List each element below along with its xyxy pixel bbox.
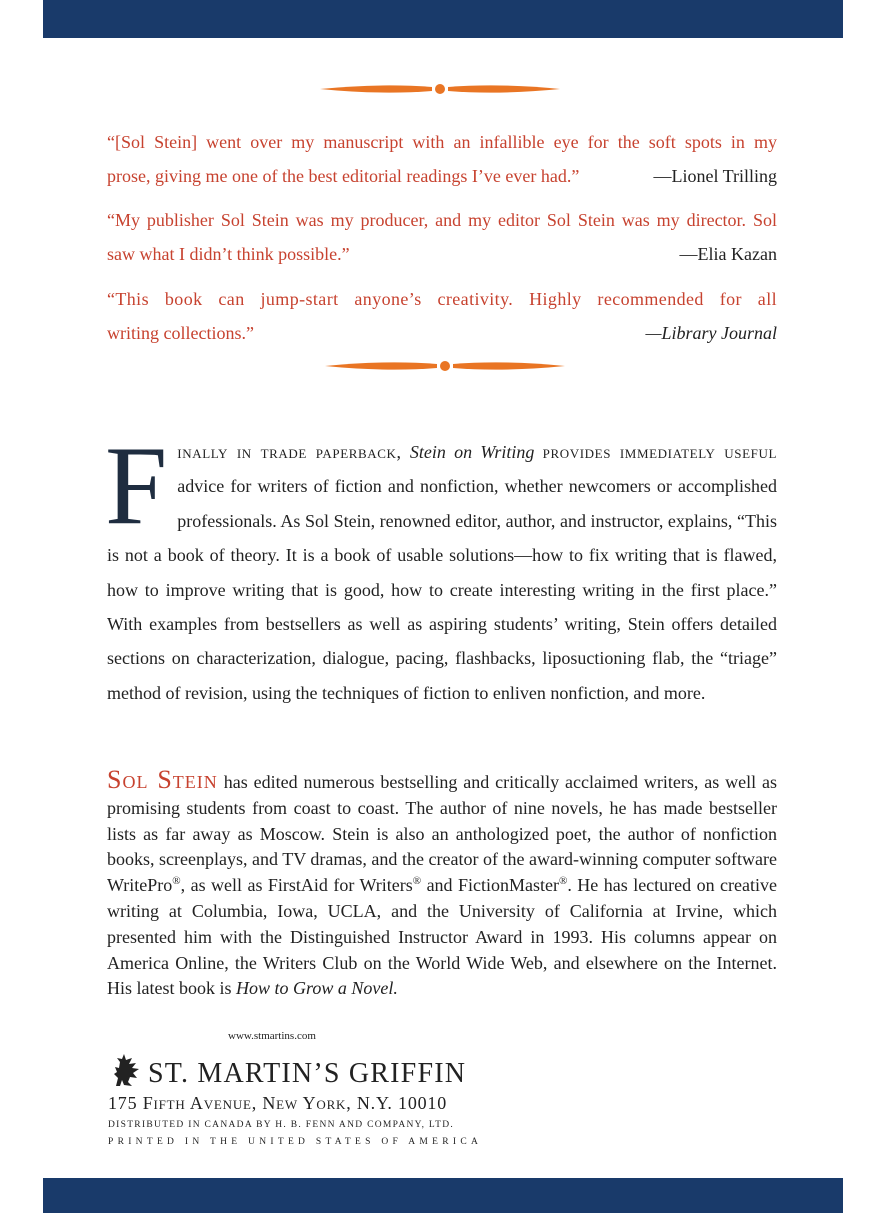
distribution-note: DISTRIBUTED IN CANADA BY H. B. FENN AND COMPANY, LTD. [108, 1120, 455, 1130]
quote-text-line: “This book can jump-start anyone’s creativity. Highly recommended for all [107, 289, 777, 309]
drop-cap: F [105, 424, 168, 548]
quote-attribution: —Library Journal [645, 323, 777, 343]
bio-text: , as well as FirstAid for Writers [180, 875, 413, 896]
registered-mark: ® [172, 875, 181, 888]
quote-attribution: —Elia Kazan [679, 244, 777, 264]
publisher-name: ST. MARTIN’S GRIFFIN [148, 1058, 467, 1089]
description-text: advice for writers of fiction and nonfiction, whether newcomers or accomplished professionals. As Sol Stein, renowned editor, author, and instructor, explains, “This is not a book of theory. It is a book of usable solutions—how to fix writing that is flawed, how to improve writing that is good, how to create interesting writing in the first place.” With examples from bestsellers as well as aspiring students’ writing, Stein offers detailed sections on characterization, dialogue, pacing, flashbacks, liposuctioning flab, the “triage” method of revision, using the techniques of fiction to enliven nonfiction, and more. [107, 476, 777, 703]
author-bio [107, 767, 777, 1002]
quote-text-line: saw what I didn’t think possible.” [107, 244, 350, 264]
bottom-ornament-divider [0, 356, 885, 376]
quote-library-journal [107, 282, 777, 350]
griffin-icon [108, 1052, 142, 1088]
registered-mark: ® [559, 875, 568, 888]
top-ornament-divider [0, 79, 885, 99]
quote-text-line: “My publisher Sol Stein was my producer, and my editor Sol Stein was my director. Sol [107, 210, 777, 230]
bio-text: . He has lectured on creative writing at Columbia, Iowa, UCLA, and the University of California at Irvine, which presented him with the Distinguished Instructor Award in 1993. His columns appear on America Online, the Writers Club on the World Wide Web, and elsewhere on the Internet. His latest book is [107, 875, 778, 999]
quote-text-line: prose, giving me one of the best editorial readings I’ve ever had.” [107, 166, 580, 186]
quote-text-line: “[Sol Stein] went over my manuscript with an infallible eye for the soft spots in my [107, 132, 777, 152]
bottom-color-band [43, 1178, 843, 1213]
bio-text: has edited numerous bestselling and critically acclaimed writers, as well as promising students from coast to coast. The author of nine novels, he has made bestseller lists as far away as Moscow. Stein is also an anthologized poet, the author of nonfiction books, screenplays, and TV dramas, and the creator of the award-winning computer software WritePro [107, 772, 777, 896]
publisher-website: www.stmartins.com [228, 1030, 316, 1042]
printed-note: PRINTED IN THE UNITED STATES OF AMERICA [108, 1137, 483, 1147]
book-title: Stein on Writing [409, 442, 535, 462]
author-name: Sol Stein [107, 765, 218, 794]
top-color-band [43, 0, 843, 38]
quote-kazan [107, 203, 777, 271]
quote-text-line: writing collections.” [107, 323, 254, 343]
publisher-imprint [108, 1052, 468, 1092]
bio-text: and FictionMaster [426, 875, 559, 896]
book-description [105, 424, 777, 710]
registered-mark: ® [412, 875, 422, 888]
description-lead-2: provides immediately useful [542, 442, 777, 462]
publisher-address: 175 Fifth Avenue, New York, N.Y. 10010 [108, 1093, 448, 1113]
latest-book-title: How to Grow a Novel. [236, 978, 398, 999]
description-lead: inally in trade paperback, [177, 442, 402, 462]
quote-trilling [107, 125, 777, 193]
quote-attribution: —Lionel Trilling [653, 166, 777, 186]
